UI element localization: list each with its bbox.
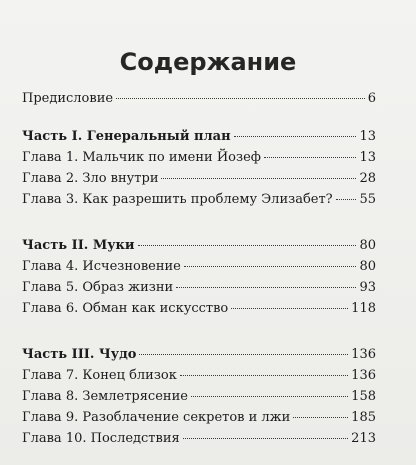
dot-leader — [231, 308, 348, 309]
toc-page-number: 93 — [359, 280, 376, 295]
toc-entry-chapter-10 — [22, 428, 376, 449]
toc-part-label: Часть III. Чудо — [22, 347, 137, 362]
toc-page-number: 136 — [351, 368, 376, 383]
toc-entry-chapter-8 — [22, 386, 376, 407]
dot-leader — [264, 157, 357, 158]
dot-leader — [139, 354, 348, 355]
dot-leader — [116, 98, 365, 99]
toc-page-number: 136 — [351, 347, 376, 362]
toc-page-number: 118 — [351, 301, 376, 316]
dot-leader — [184, 266, 357, 267]
toc-entry-chapter-2 — [22, 168, 376, 189]
toc-entry-label: Глава 3. Как разрешить проблему Элизабет? — [22, 192, 333, 207]
toc-entry-chapter-3 — [22, 189, 376, 210]
toc-entry-label: Глава 10. Последствия — [22, 431, 180, 446]
dot-leader — [293, 417, 348, 418]
toc-page-number: 13 — [359, 129, 376, 144]
toc-page-number: 13 — [359, 150, 376, 165]
toc-page-number: 28 — [359, 171, 376, 186]
toc-entry-chapter-6 — [22, 298, 376, 319]
toc-entry-chapter-7 — [22, 365, 376, 386]
toc-page-number: 213 — [351, 431, 376, 446]
page-title: Содержание — [119, 48, 297, 76]
toc-part-3 — [22, 344, 376, 365]
toc-page-number: 158 — [351, 389, 376, 404]
dot-leader — [336, 199, 357, 200]
toc-part-label: Часть II. Муки — [22, 238, 135, 253]
toc-entry-label: Глава 5. Образ жизни — [22, 280, 174, 295]
toc-entry-label: Глава 1. Мальчик по имени Йозеф — [22, 150, 261, 165]
toc-entry-label: Глава 6. Обман как искусство — [22, 301, 229, 316]
dot-leader — [180, 375, 348, 376]
toc-part-label: Часть I. Генеральный план — [22, 129, 231, 144]
dot-leader — [176, 287, 356, 288]
toc-entry-label: Глава 9. Разоблачение секретов и лжи — [22, 410, 291, 425]
toc-entry-chapter-9 — [22, 407, 376, 428]
toc-entry-chapter-4 — [22, 256, 376, 277]
toc-page-number: 185 — [351, 410, 376, 425]
dot-leader — [191, 396, 348, 397]
dot-leader — [183, 438, 348, 439]
toc-entry-chapter-5 — [22, 277, 376, 298]
toc-page-number: 6 — [367, 91, 376, 106]
toc-part-2 — [22, 235, 376, 256]
table-of-contents — [22, 88, 376, 449]
dot-leader — [161, 178, 356, 179]
toc-part-1 — [22, 126, 376, 147]
toc-entry-chapter-1 — [22, 147, 376, 168]
toc-entry-label: Предисловие — [22, 91, 114, 106]
toc-entry-label: Глава 7. Конец близок — [22, 368, 177, 383]
dot-leader — [234, 136, 357, 137]
toc-entry-label: Глава 8. Землетрясение — [22, 389, 188, 404]
toc-entry-label: Глава 4. Исчезновение — [22, 259, 181, 274]
toc-page-number: 80 — [359, 238, 376, 253]
toc-page-number: 55 — [359, 192, 376, 207]
toc-entry-preface — [22, 88, 376, 109]
toc-page-number: 80 — [359, 259, 376, 274]
toc-entry-label: Глава 2. Зло внутри — [22, 171, 159, 186]
dot-leader — [138, 245, 357, 246]
